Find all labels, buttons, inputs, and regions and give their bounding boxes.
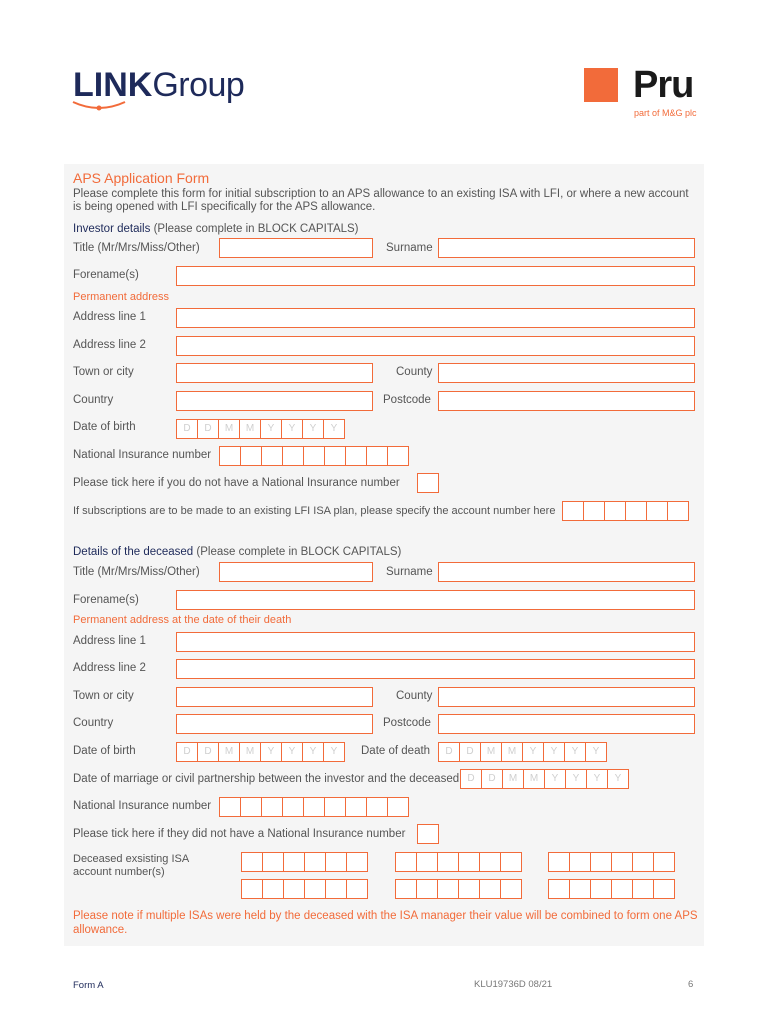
date-cell[interactable]: D — [438, 742, 460, 762]
deceased-town-label: Town or city — [73, 690, 134, 702]
date-cell[interactable]: D — [459, 742, 481, 762]
ni-cell[interactable] — [282, 446, 304, 466]
ni-cell[interactable] — [345, 797, 367, 817]
account-cell[interactable] — [590, 852, 612, 872]
date-cell[interactable]: Y — [585, 742, 607, 762]
date-cell[interactable]: D — [481, 769, 503, 789]
isa-account-field[interactable] — [548, 879, 674, 899]
investor-country-input[interactable] — [176, 391, 373, 411]
existing-isa-account-input[interactable] — [562, 501, 688, 521]
isa-account-field[interactable] — [548, 852, 674, 872]
ni-cell[interactable] — [366, 446, 388, 466]
marriage-date-label: Date of marriage or civil partnership between the investor and the deceased — [73, 773, 460, 785]
ni-cell[interactable] — [387, 797, 409, 817]
date-cell[interactable]: M — [501, 742, 523, 762]
investor-county-label: County — [396, 366, 433, 378]
isa-accounts-label-line1: Deceased exsisting ISA — [73, 853, 190, 865]
deceased-dob-input[interactable] — [176, 742, 344, 762]
account-cell[interactable] — [562, 501, 584, 521]
isa-account-field[interactable] — [395, 852, 521, 872]
deceased-address-heading: Permanent address at the date of their death — [73, 614, 292, 626]
date-cell[interactable]: Y — [565, 769, 587, 789]
deceased-title-label: Title (Mr/Mrs/Miss/Other) — [73, 566, 200, 578]
existing-isa-label: If subscriptions are to be made to an existing LFI ISA plan, please specify the account number here — [73, 505, 556, 517]
deceased-postcode-input[interactable] — [438, 714, 695, 734]
ni-cell[interactable] — [324, 797, 346, 817]
pru-logo: Pru — [633, 64, 694, 106]
account-cell[interactable] — [458, 852, 480, 872]
ni-cell[interactable] — [282, 797, 304, 817]
date-cell[interactable]: Y — [323, 419, 345, 439]
investor-surname-input[interactable] — [438, 238, 695, 258]
account-cell[interactable] — [479, 852, 501, 872]
account-cell[interactable] — [625, 501, 647, 521]
deceased-dod-label: Date of death — [361, 745, 431, 757]
investor-no-ni-label: Please tick here if you do not have a National Insurance number — [73, 477, 400, 489]
account-cell[interactable] — [569, 852, 591, 872]
investor-address-heading: Permanent address — [73, 291, 169, 303]
deceased-dod-input[interactable] — [438, 742, 606, 762]
deceased-address1-input[interactable] — [176, 632, 695, 652]
investor-heading: Investor details (Please complete in BLOCK CAPITALS) — [73, 223, 359, 235]
footer-page-number: 6 — [688, 979, 694, 990]
form-title: APS Application Form — [73, 170, 210, 186]
pru-logo-square-icon — [584, 68, 618, 102]
investor-country-label: Country — [73, 394, 114, 406]
deceased-ni-input[interactable] — [219, 797, 408, 817]
account-cell[interactable] — [583, 501, 605, 521]
isa-account-field[interactable] — [241, 879, 367, 899]
account-cell[interactable] — [632, 852, 654, 872]
account-cell[interactable] — [590, 879, 612, 899]
investor-forenames-input[interactable] — [176, 266, 695, 286]
deceased-title-input[interactable] — [219, 562, 373, 582]
deceased-address1-label: Address line 1 — [73, 635, 146, 647]
investor-dob-label: Date of birth — [73, 421, 136, 433]
form-intro: Please complete this form for initial subscription to an APS allowance to an existing ISA with LFI, or where a new account is being opened with LFI specifically for the APS allowance. — [73, 188, 689, 213]
investor-address2-label: Address line 2 — [73, 339, 146, 351]
investor-forenames-label: Forename(s) — [73, 269, 139, 281]
pru-tagline: part of M&G plc — [634, 108, 697, 118]
account-cell[interactable] — [500, 879, 522, 899]
date-cell[interactable]: D — [176, 742, 198, 762]
ni-cell[interactable] — [261, 797, 283, 817]
deceased-no-ni-label: Please tick here if they did not have a National Insurance number — [73, 828, 406, 840]
date-cell[interactable]: M — [502, 769, 524, 789]
date-cell[interactable]: D — [197, 419, 219, 439]
investor-postcode-input[interactable] — [438, 391, 695, 411]
date-cell[interactable]: D — [176, 419, 198, 439]
date-cell[interactable]: M — [239, 742, 261, 762]
investor-address1-input[interactable] — [176, 308, 695, 328]
investor-title-label: Title (Mr/Mrs/Miss/Other) — [73, 242, 200, 254]
deceased-postcode-label: Postcode — [383, 717, 431, 729]
ni-cell[interactable] — [366, 797, 388, 817]
link-logo-arc-icon — [72, 100, 126, 112]
deceased-county-input[interactable] — [438, 687, 695, 707]
investor-ni-label: National Insurance number — [73, 449, 212, 461]
account-cell[interactable] — [283, 879, 305, 899]
account-cell[interactable] — [458, 879, 480, 899]
account-cell[interactable] — [611, 879, 633, 899]
date-cell[interactable]: Y — [544, 769, 566, 789]
date-cell[interactable]: Y — [281, 419, 303, 439]
account-cell[interactable] — [500, 852, 522, 872]
account-cell[interactable] — [569, 879, 591, 899]
account-cell[interactable] — [346, 852, 368, 872]
footer-reference: KLU19736D 08/21 — [474, 979, 553, 990]
isa-account-field[interactable] — [395, 879, 521, 899]
investor-address1-label: Address line 1 — [73, 311, 146, 323]
account-cell[interactable] — [262, 879, 284, 899]
date-cell[interactable]: M — [218, 419, 240, 439]
account-cell[interactable] — [325, 879, 347, 899]
date-cell[interactable]: D — [460, 769, 482, 789]
date-cell[interactable]: Y — [260, 419, 282, 439]
deceased-ni-label: National Insurance number — [73, 800, 212, 812]
deceased-address2-input[interactable] — [176, 659, 695, 679]
date-cell[interactable]: Y — [522, 742, 544, 762]
deceased-address2-label: Address line 2 — [73, 662, 146, 674]
ni-cell[interactable] — [261, 446, 283, 466]
ni-cell[interactable] — [303, 446, 325, 466]
ni-cell[interactable] — [324, 446, 346, 466]
account-cell[interactable] — [395, 852, 417, 872]
account-cell[interactable] — [437, 852, 459, 872]
date-cell[interactable]: Y — [302, 419, 324, 439]
isa-account-field[interactable] — [241, 852, 367, 872]
account-cell[interactable] — [479, 879, 501, 899]
account-cell[interactable] — [416, 852, 438, 872]
account-cell[interactable] — [653, 879, 675, 899]
link-group-logo: LINKGroup — [73, 66, 245, 104]
investor-town-label: Town or city — [73, 366, 134, 378]
date-cell[interactable]: Y — [260, 742, 282, 762]
account-cell[interactable] — [653, 852, 675, 872]
deceased-no-ni-checkbox[interactable] — [417, 824, 439, 844]
account-cell[interactable] — [632, 879, 654, 899]
date-cell[interactable]: D — [197, 742, 219, 762]
multiple-isa-note: Please note if multiple ISAs were held by the deceased with the ISA manager their value will be combined to form one APS allowance. — [73, 910, 698, 936]
date-cell[interactable]: M — [480, 742, 502, 762]
investor-county-input[interactable] — [438, 363, 695, 383]
account-cell[interactable] — [346, 879, 368, 899]
date-cell[interactable]: Y — [564, 742, 586, 762]
ni-cell[interactable] — [345, 446, 367, 466]
account-cell[interactable] — [611, 852, 633, 872]
date-cell[interactable]: Y — [281, 742, 303, 762]
date-cell[interactable]: Y — [302, 742, 324, 762]
date-cell[interactable]: Y — [607, 769, 629, 789]
account-cell[interactable] — [241, 879, 263, 899]
deceased-country-input[interactable] — [176, 714, 373, 734]
deceased-forenames-label: Forename(s) — [73, 594, 139, 606]
investor-postcode-label: Postcode — [383, 394, 431, 406]
ni-cell[interactable] — [387, 446, 409, 466]
account-cell[interactable] — [548, 852, 570, 872]
deceased-surname-input[interactable] — [438, 562, 695, 582]
date-cell[interactable]: Y — [543, 742, 565, 762]
date-cell[interactable]: Y — [323, 742, 345, 762]
investor-title-input[interactable] — [219, 238, 373, 258]
ni-cell[interactable] — [219, 797, 241, 817]
account-cell[interactable] — [667, 501, 689, 521]
ni-cell[interactable] — [219, 446, 241, 466]
account-cell[interactable] — [548, 879, 570, 899]
investor-surname-label: Surname — [386, 242, 433, 254]
account-cell[interactable] — [304, 852, 326, 872]
investor-ni-input[interactable] — [219, 446, 408, 466]
account-cell[interactable] — [241, 852, 263, 872]
account-cell[interactable] — [646, 501, 668, 521]
account-cell[interactable] — [262, 852, 284, 872]
account-cell[interactable] — [604, 501, 626, 521]
deceased-surname-label: Surname — [386, 566, 433, 578]
investor-address2-input[interactable] — [176, 336, 695, 356]
investor-town-input[interactable] — [176, 363, 373, 383]
isa-accounts-label-line2: account number(s) — [73, 866, 165, 878]
deceased-forenames-input[interactable] — [176, 590, 695, 610]
investor-no-ni-checkbox[interactable] — [417, 473, 439, 493]
footer-form-id: Form A — [73, 980, 104, 991]
account-cell[interactable] — [304, 879, 326, 899]
account-cell[interactable] — [283, 852, 305, 872]
deceased-heading: Details of the deceased (Please complete in BLOCK CAPITALS) — [73, 546, 402, 558]
marriage-date-input[interactable] — [460, 769, 628, 789]
date-cell[interactable]: M — [239, 419, 261, 439]
deceased-country-label: Country — [73, 717, 114, 729]
account-cell[interactable] — [325, 852, 347, 872]
deceased-town-input[interactable] — [176, 687, 373, 707]
account-cell[interactable] — [395, 879, 417, 899]
ni-cell[interactable] — [240, 797, 262, 817]
deceased-dob-label: Date of birth — [73, 745, 136, 757]
investor-dob-input[interactable] — [176, 419, 344, 439]
account-cell[interactable] — [437, 879, 459, 899]
date-cell[interactable]: M — [218, 742, 240, 762]
account-cell[interactable] — [416, 879, 438, 899]
deceased-county-label: County — [396, 690, 433, 702]
date-cell[interactable]: Y — [586, 769, 608, 789]
date-cell[interactable]: M — [523, 769, 545, 789]
ni-cell[interactable] — [240, 446, 262, 466]
ni-cell[interactable] — [303, 797, 325, 817]
